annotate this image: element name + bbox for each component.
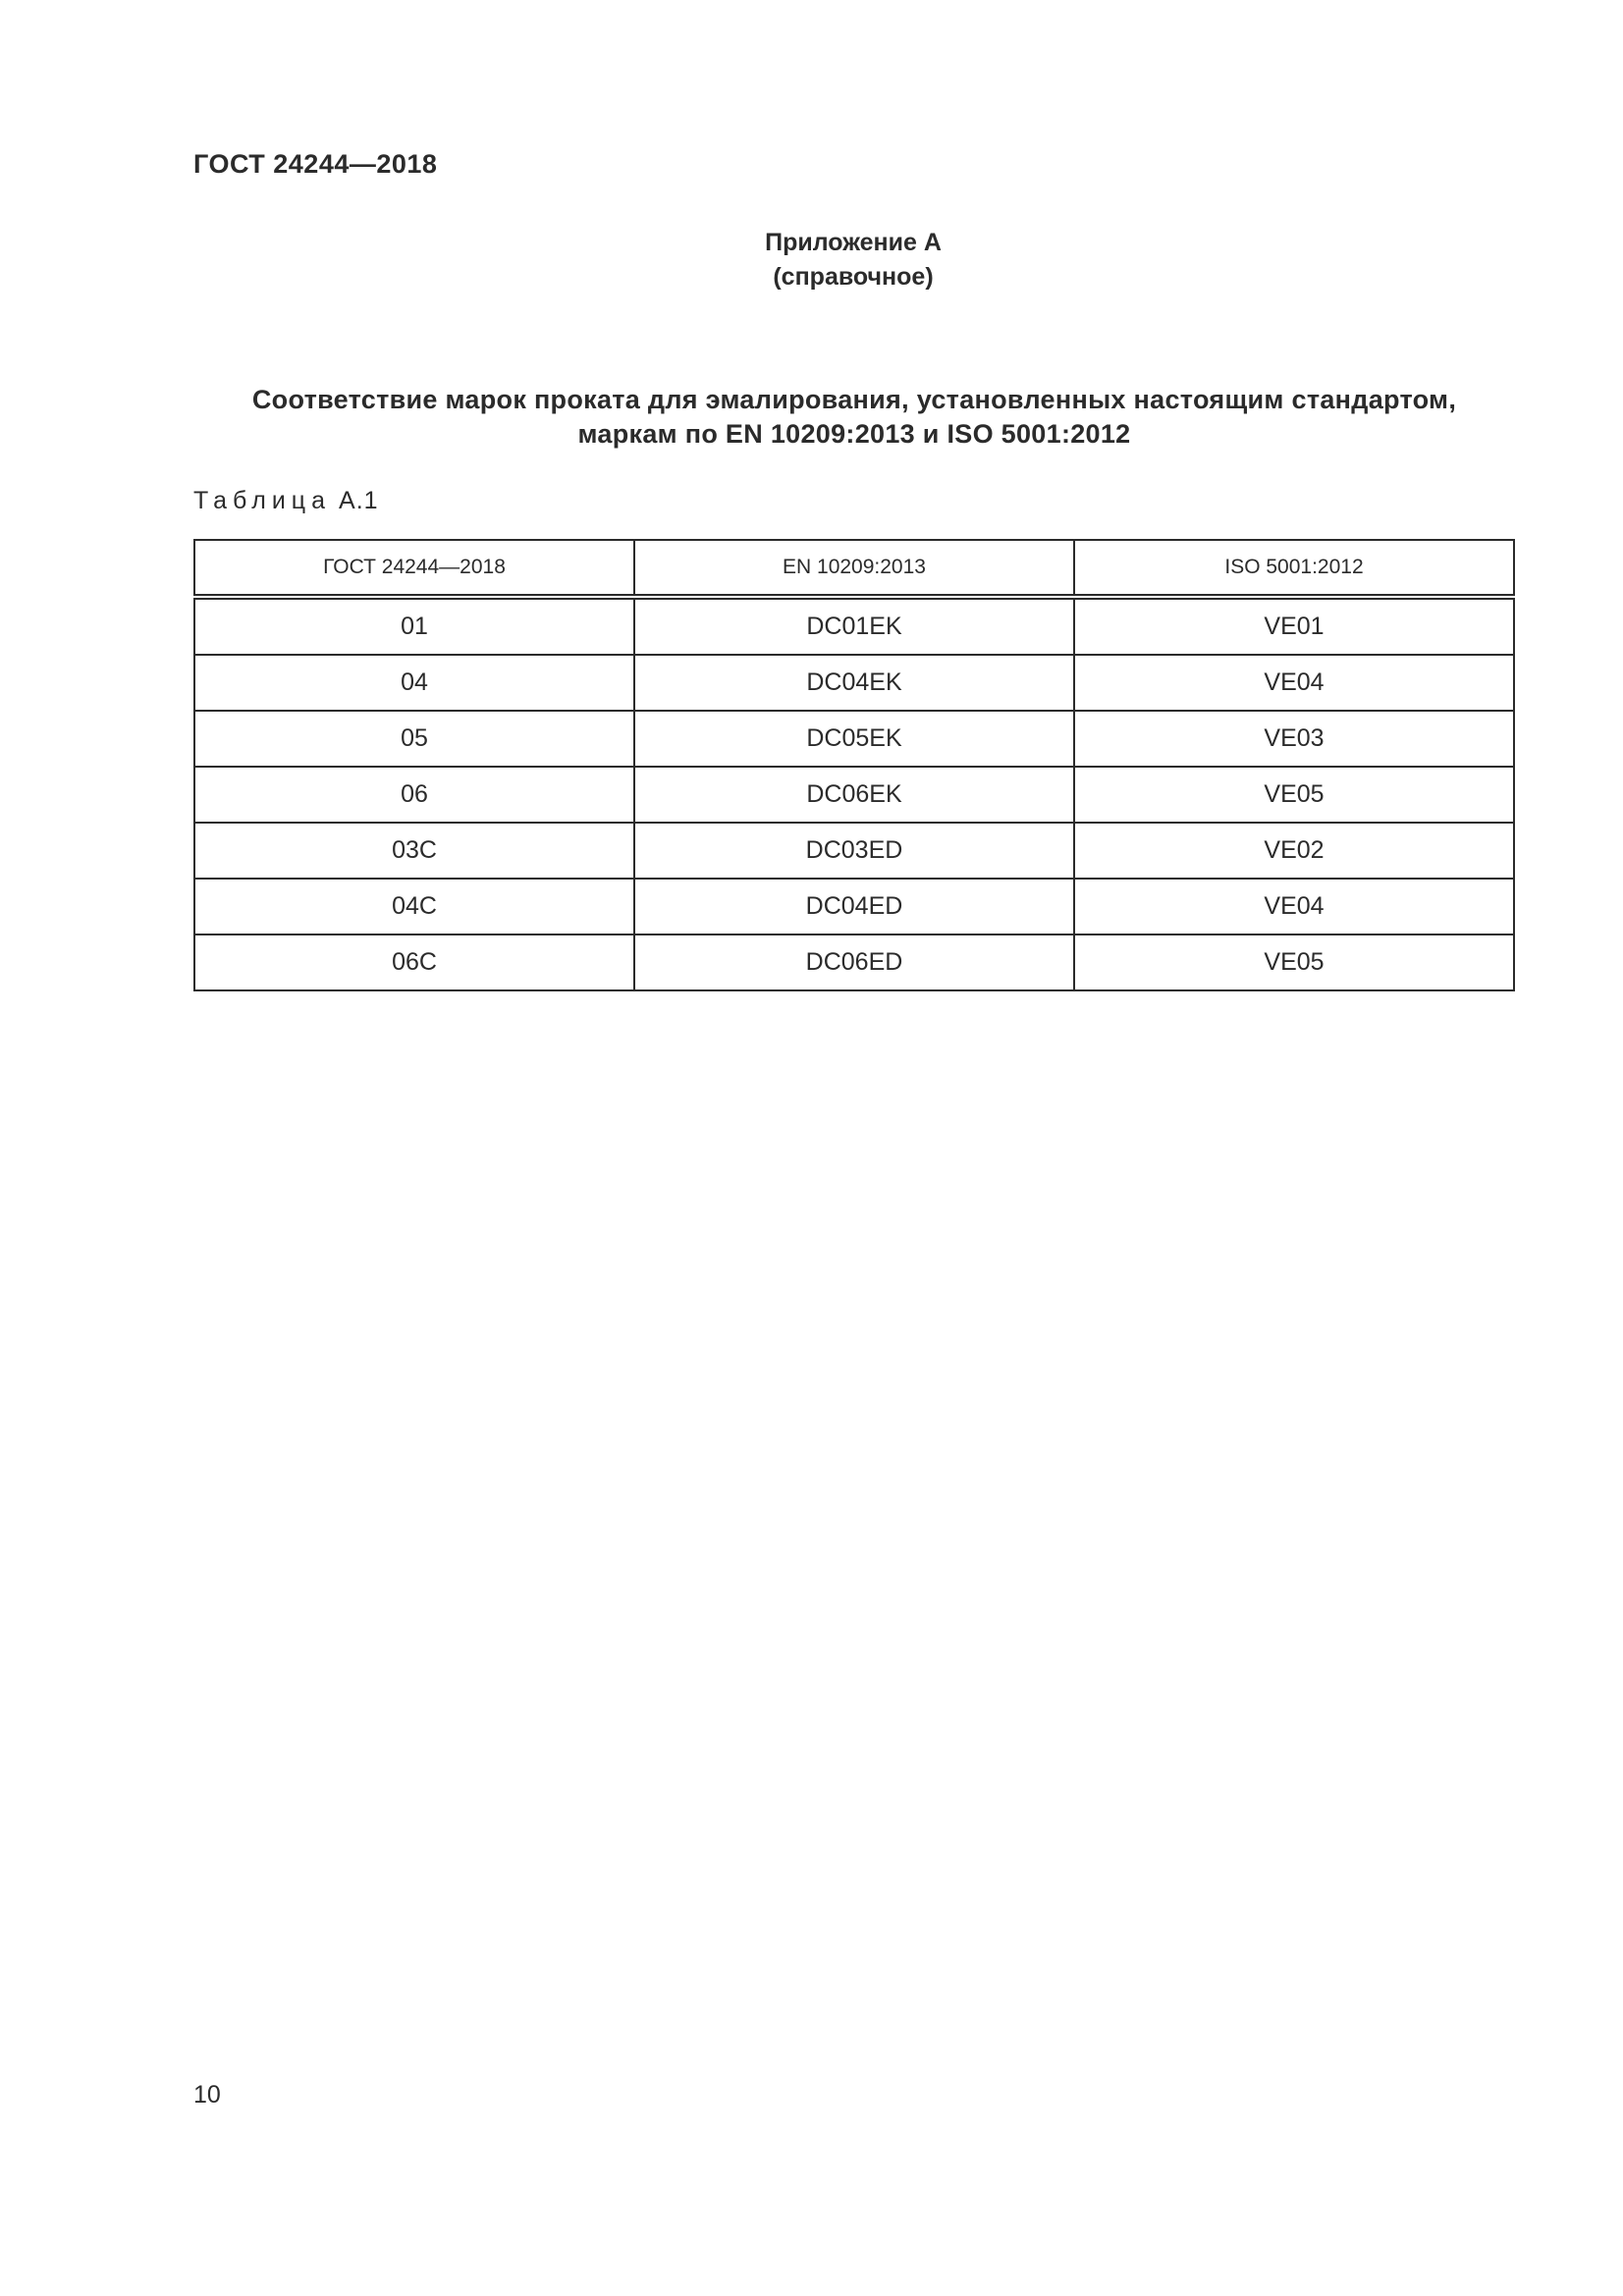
column-header-gost: ГОСТ 24244—2018 — [194, 540, 634, 597]
appendix-title: Приложение А — [765, 229, 942, 256]
table-label-word: Таблица — [193, 487, 332, 514]
cell-en-grade: DC04EK — [634, 655, 1074, 711]
cell-en-grade: DC04ED — [634, 879, 1074, 934]
cell-iso-grade: VE05 — [1074, 934, 1514, 990]
cell-iso-grade: VE02 — [1074, 823, 1514, 879]
appendix-type: (справочное) — [773, 263, 934, 291]
table-label — [193, 487, 379, 515]
document-title — [193, 383, 1515, 452]
cell-gost-grade: 06С — [194, 934, 634, 990]
standard-code-header: ГОСТ 24244—2018 — [193, 149, 438, 179]
table-label-number: А.1 — [339, 487, 379, 514]
cell-en-grade: DC06EK — [634, 767, 1074, 823]
table-row — [194, 767, 1514, 823]
appendix-heading — [0, 226, 1623, 294]
table-row — [194, 655, 1514, 711]
grade-correspondence-table — [193, 539, 1515, 991]
column-header-en: EN 10209:2013 — [634, 540, 1074, 597]
cell-gost-grade: 06 — [194, 767, 634, 823]
table-row — [194, 597, 1514, 655]
cell-iso-grade: VE04 — [1074, 879, 1514, 934]
column-header-iso: ISO 5001:2012 — [1074, 540, 1514, 597]
cell-iso-grade: VE04 — [1074, 655, 1514, 711]
cell-gost-grade: 01 — [194, 597, 634, 655]
cell-en-grade: DC03ED — [634, 823, 1074, 879]
cell-en-grade: DC06ED — [634, 934, 1074, 990]
table-row — [194, 934, 1514, 990]
cell-en-grade: DC05EK — [634, 711, 1074, 767]
cell-iso-grade: VE05 — [1074, 767, 1514, 823]
cell-gost-grade: 04 — [194, 655, 634, 711]
cell-gost-grade: 05 — [194, 711, 634, 767]
cell-gost-grade: 04С — [194, 879, 634, 934]
cell-iso-grade: VE01 — [1074, 597, 1514, 655]
table-row — [194, 823, 1514, 879]
document-title-line-2: маркам по EN 10209:2013 и ISO 5001:2012 — [577, 419, 1131, 449]
cell-gost-grade: 03С — [194, 823, 634, 879]
cell-en-grade: DC01EK — [634, 597, 1074, 655]
table-row — [194, 879, 1514, 934]
document-title-line-1: Соответствие марок проката для эмалирования, установленных настоящим стандартом, — [251, 385, 1457, 414]
page-number: 10 — [193, 2081, 221, 2109]
table-header-row — [194, 540, 1514, 597]
cell-iso-grade: VE03 — [1074, 711, 1514, 767]
table-row — [194, 711, 1514, 767]
